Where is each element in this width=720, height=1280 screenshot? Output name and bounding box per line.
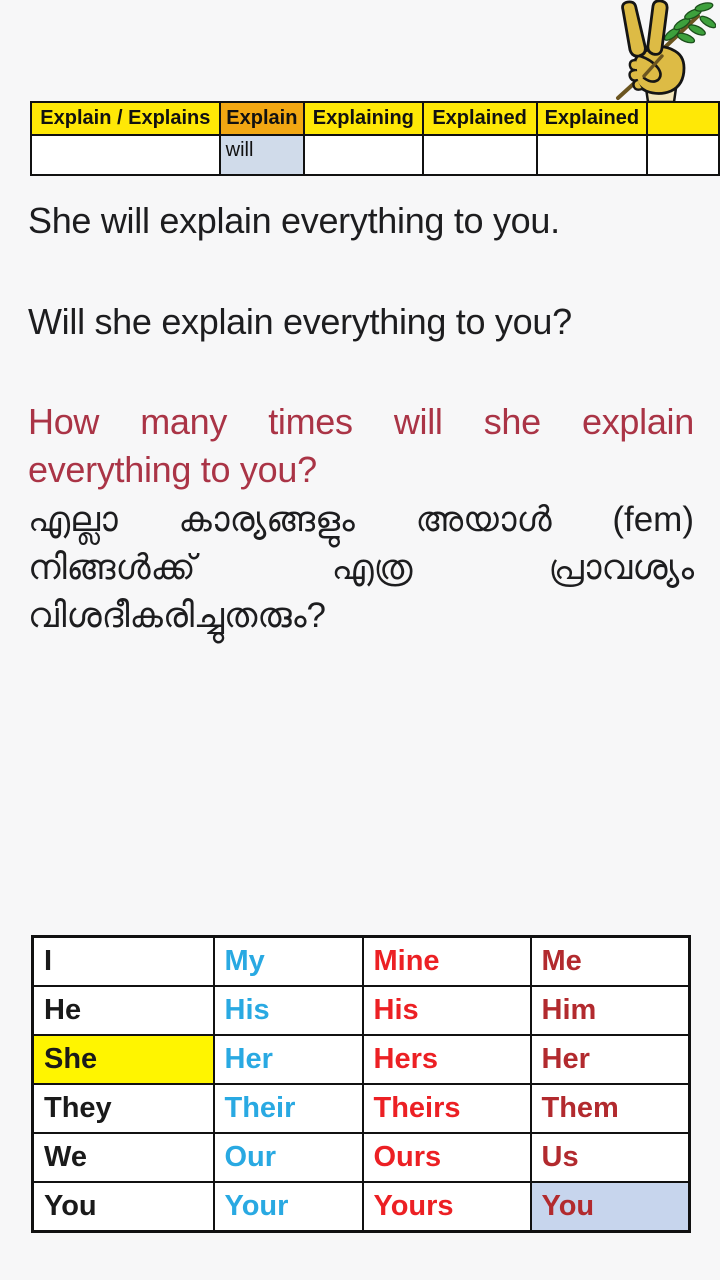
table-cell: Her <box>531 1035 690 1084</box>
you-object-highlighted-cell: You <box>531 1182 690 1232</box>
table-cell: My <box>214 937 363 987</box>
verb-header-participle: Explained <box>537 102 647 135</box>
table-cell: Her <box>214 1035 363 1084</box>
table-cell: I <box>33 937 214 987</box>
table-cell: His <box>363 986 531 1035</box>
table-cell: Ours <box>363 1133 531 1182</box>
verb-header-extra <box>647 102 719 135</box>
verb-forms-header-row <box>31 102 719 135</box>
table-cell: Him <box>531 986 690 1035</box>
table-cell: Me <box>531 937 690 987</box>
table-cell: Yours <box>363 1182 531 1232</box>
table-cell: You <box>33 1182 214 1232</box>
table-row <box>33 937 690 987</box>
table-cell <box>304 135 423 175</box>
table-row <box>33 1035 690 1084</box>
table-row <box>33 1084 690 1133</box>
table-cell <box>31 135 220 175</box>
table-cell: He <box>33 986 214 1035</box>
table-cell: Their <box>214 1084 363 1133</box>
red-question-block <box>28 398 694 494</box>
malayalam-line-1: എല്ലാ കാര്യങ്ങളും അയാൾ (fem) <box>28 500 694 539</box>
table-cell: We <box>33 1133 214 1182</box>
table-cell: They <box>33 1084 214 1133</box>
she-highlighted-cell: She <box>33 1035 214 1084</box>
statement-sentence: She will explain everything to you. <box>28 200 560 241</box>
table-cell: Hers <box>363 1035 531 1084</box>
victory-hand-icon <box>596 0 716 102</box>
verb-header-past: Explained <box>423 102 537 135</box>
table-cell: Our <box>214 1133 363 1182</box>
verb-header-continuous: Explaining <box>304 102 423 135</box>
table-cell: Theirs <box>363 1084 531 1133</box>
table-row <box>33 1133 690 1182</box>
will-cell: will <box>220 135 304 175</box>
table-cell: Mine <box>363 937 531 987</box>
malayalam-translation-block <box>28 496 694 640</box>
table-cell <box>423 135 537 175</box>
red-question-line-1: How many times will she explain <box>28 401 694 442</box>
table-row <box>33 1182 690 1232</box>
table-cell <box>537 135 647 175</box>
verb-header-base-highlighted: Explain <box>220 102 304 135</box>
table-row <box>33 986 690 1035</box>
verb-header-present: Explain / Explains <box>31 102 220 135</box>
red-question-line-2: everything to you? <box>28 449 317 490</box>
malayalam-line-2: നിങ്ങൾക്ക് എത്ര പ്രാവശ്യം <box>28 548 694 587</box>
table-cell: Your <box>214 1182 363 1232</box>
verb-forms-helper-row <box>31 135 719 175</box>
malayalam-line-3: വിശദീകരിച്ചുതരും? <box>28 596 326 635</box>
question-sentence: Will she explain everything to you? <box>28 301 572 342</box>
verb-forms-table <box>30 101 720 176</box>
pronoun-table <box>31 935 691 1233</box>
table-cell: Them <box>531 1084 690 1133</box>
table-cell <box>647 135 719 175</box>
table-cell: Us <box>531 1133 690 1182</box>
table-cell: His <box>214 986 363 1035</box>
victory-hand-olive-branch-illustration <box>596 0 716 102</box>
